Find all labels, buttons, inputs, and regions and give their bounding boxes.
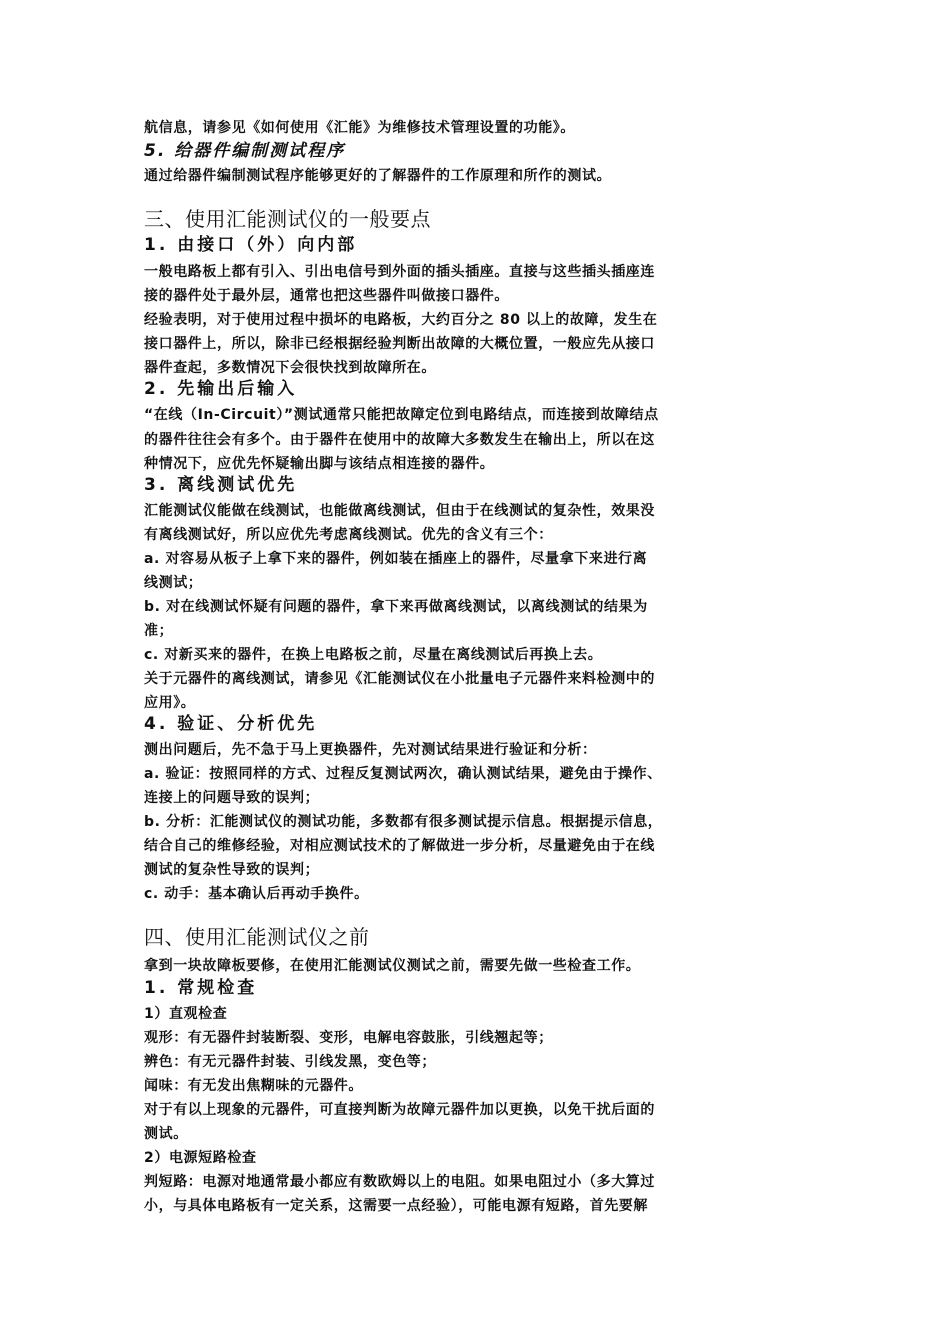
text-line: c. 动手：基本确认后再动手换件。: [144, 886, 369, 902]
subheading: 3. 离线测试优先: [144, 475, 298, 495]
subheading: 5. 给器件编制测试程序: [144, 141, 346, 161]
text-line: c. 对新买来的器件，在换上电路板之前，尽量在离线测试后再换上去。: [144, 647, 603, 663]
text-line: 通过给器件编制测试程序能够更好的了解器件的工作原理和所作的测试。: [144, 168, 612, 184]
text-line: 经验表明，对于使用过程中损坏的电路板，大约百分之 80 以上的故障，发生在: [144, 312, 658, 328]
text-line: 应用》。: [144, 695, 196, 711]
text-line: 辨色：有无元器件封装、引线发黑，变色等；: [144, 1054, 436, 1070]
subheading: 2. 先输出后输入: [144, 379, 298, 399]
text-line: 种情况下，应优先怀疑输出脚与该结点相连接的器件。: [144, 456, 495, 472]
text-line: 小，与具体电路板有一定关系，这需要一点经验），可能电源有短路，首先要解: [144, 1198, 648, 1214]
section-heading: 四、使用汇能测试仪之前: [144, 925, 370, 949]
text-line: 汇能测试仪能做在线测试，也能做离线测试，但由于在线测试的复杂性，效果没: [144, 503, 655, 519]
text-line: 结合自己的维修经验，对相应测试技术的了解做进一步分析，尽量避免由于在线: [144, 838, 655, 854]
section-heading: 三、使用汇能测试仪的一般要点: [144, 207, 431, 231]
text-line: “在线（In-Circuit）”测试通常只能把故障定位到电路结点，而连接到故障结点: [144, 407, 659, 423]
text-line: 的器件往往会有多个。由于器件在使用中的故障大多数发生在输出上，所以在这: [144, 432, 655, 448]
text-line: a. 对容易从板子上拿下来的器件，例如装在插座上的器件，尽量拿下来进行离: [144, 551, 648, 567]
text-line: 拿到一块故障板要修，在使用汇能测试仪测试之前，需要先做一些检查工作。: [144, 958, 641, 974]
text-line: 线测试；: [144, 575, 203, 591]
text-line: a. 验证：按照同样的方式、过程反复测试两次，确认测试结果，避免由于操作、: [144, 766, 662, 782]
text-line: 准；: [144, 623, 174, 639]
text-line: 有离线测试好，所以应优先考虑离线测试。优先的含义有三个：: [144, 527, 553, 543]
subheading: 4. 验证、分析优先: [144, 714, 318, 734]
text-line: 一般电路板上都有引入、引出电信号到外面的插头插座。直接与这些插头插座连: [144, 264, 655, 280]
text-line: 观形：有无器件封装断裂、变形，电解电容鼓胀，引线翘起等；: [144, 1030, 553, 1046]
text-line: 2）电源短路检查: [144, 1150, 257, 1166]
text-line: 关于元器件的离线测试，请参见《汇能测试仪在小批量电子元器件来料检测中的: [144, 671, 655, 687]
text-line: 对于有以上现象的元器件，可直接判断为故障元器件加以更换，以免干扰后面的: [144, 1102, 655, 1118]
text-line: 闻味：有无发出焦糊味的元器件。: [144, 1078, 363, 1094]
text-line: 测出问题后，先不急于马上更换器件，先对测试结果进行验证和分析：: [144, 742, 597, 758]
text-line: 测试。: [144, 1126, 188, 1142]
text-line: 器件查起，多数情况下会很快找到故障所在。: [144, 360, 436, 376]
text-line: 接口器件上，所以，除非已经根据经验判断出故障的大概位置，一般应先从接口: [144, 336, 655, 352]
text-line: 判短路：电源对地通常最小都应有数欧姆以上的电阻。如果电阻过小（多大算过: [144, 1174, 655, 1190]
text-line: 接的器件处于最外层，通常也把这些器件叫做接口器件。: [144, 288, 509, 304]
text-line: 测试的复杂性导致的误判；: [144, 862, 320, 878]
subheading: 1. 由接口（外）向内部: [144, 235, 358, 255]
text-line: 航信息，请参见《如何使用《汇能》为维修技术管理设置的功能》。: [144, 120, 575, 136]
subheading: 1. 常规检查: [144, 978, 258, 998]
text-line: 连接上的问题导致的误判；: [144, 790, 320, 806]
text-line: b. 分析：汇能测试仪的测试功能，多数都有很多测试提示信息。根据提示信息，: [144, 814, 663, 830]
text-line: 1）直观检查: [144, 1006, 228, 1022]
text-line: b. 对在线测试怀疑有问题的器件，拿下来再做离线测试，以离线测试的结果为: [144, 599, 648, 615]
